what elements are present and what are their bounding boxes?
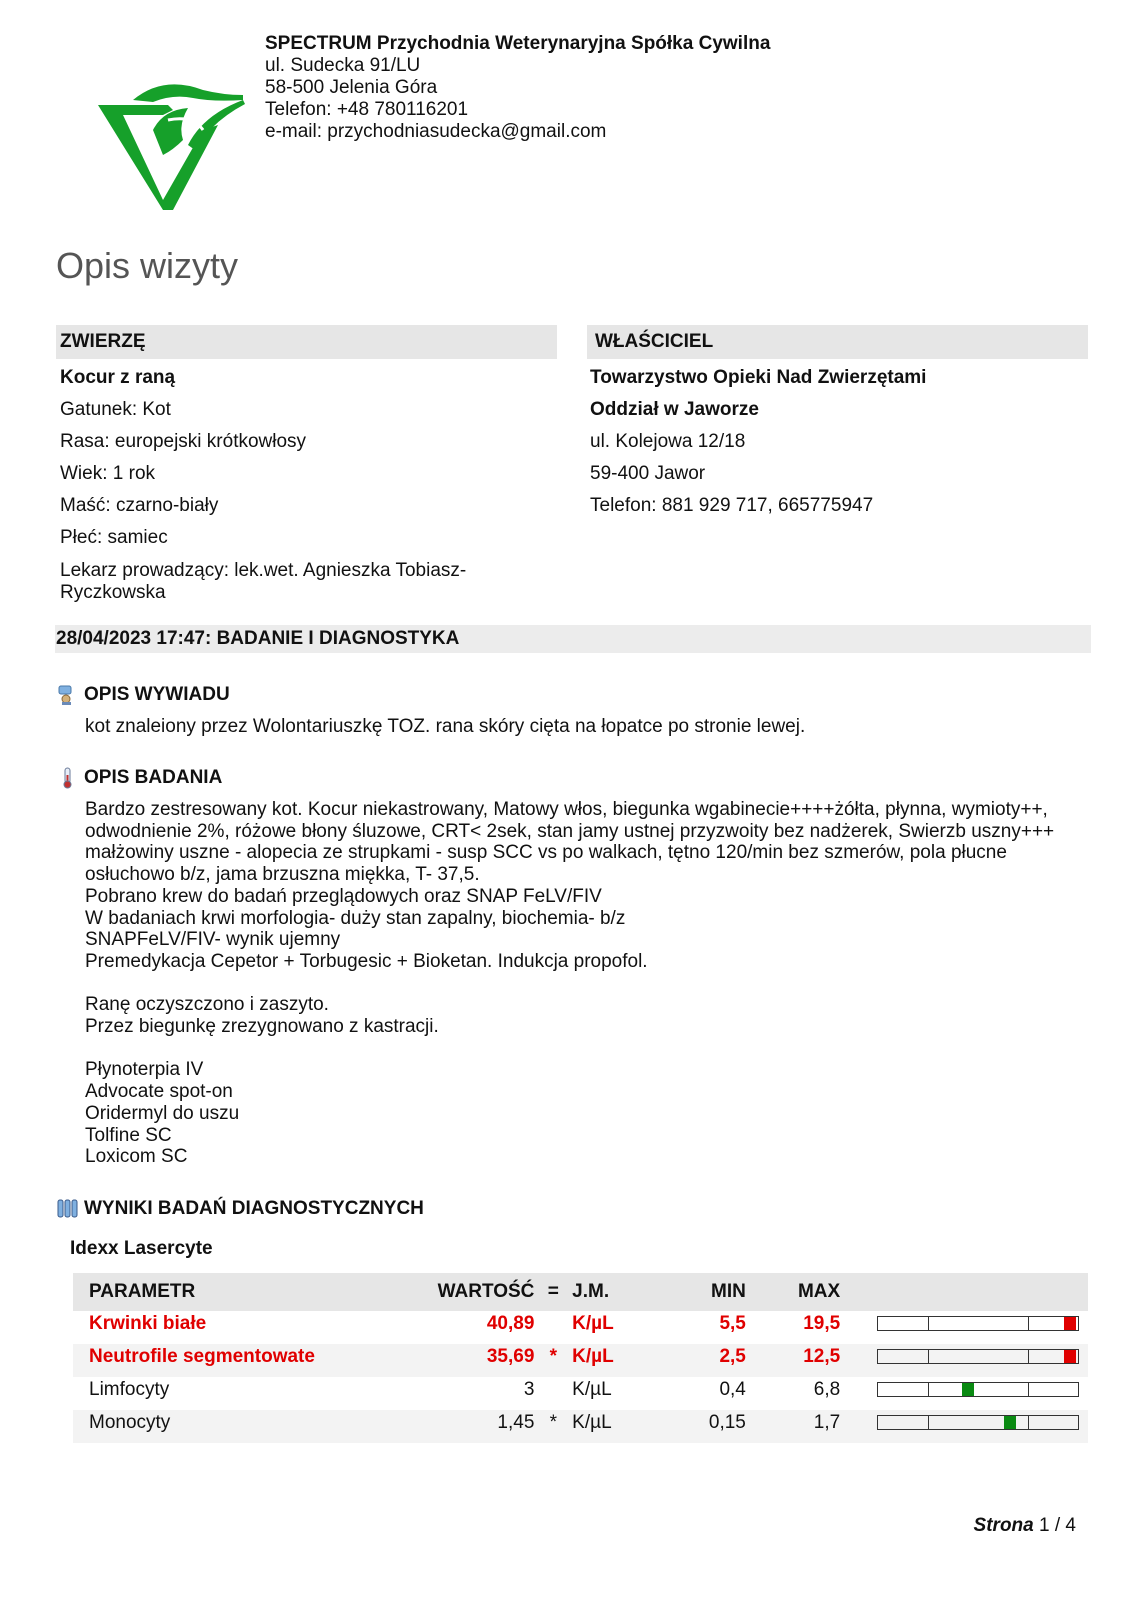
clinic-address-line2: 58-500 Jelenia Góra	[265, 77, 438, 98]
result-min: 0,4	[719, 1379, 746, 1400]
clinic-email: e-mail: przychodniasudecka@gmail.com	[265, 121, 607, 142]
clinic-logo	[93, 70, 253, 215]
result-value: 1,45	[497, 1412, 535, 1433]
exam-section-title	[56, 767, 222, 789]
animal-details	[60, 362, 530, 604]
result-min: 5,5	[719, 1313, 746, 1334]
exam-title-text: OPIS BADANIA	[84, 767, 223, 788]
owner-details	[590, 362, 1080, 522]
result-max: 12,5	[803, 1346, 841, 1367]
result-range-bar	[877, 1415, 1079, 1430]
result-row	[73, 1377, 1088, 1410]
animal-age: Wiek: 1 rok	[60, 463, 156, 484]
header-value: WARTOŚĆ	[334, 1273, 535, 1311]
result-min: 2,5	[719, 1346, 746, 1367]
header-unit: J.M.	[571, 1273, 675, 1311]
page-number: 1	[1039, 1515, 1050, 1536]
interview-icon	[56, 684, 78, 706]
animal-name: Kocur z raną	[60, 367, 176, 388]
range-tick	[928, 1383, 929, 1396]
clinic-info	[265, 33, 770, 143]
range-tick	[928, 1317, 929, 1330]
results-table-header	[73, 1273, 1088, 1311]
range-tick	[1028, 1383, 1029, 1396]
result-param: Limfocyty	[89, 1379, 170, 1400]
result-row	[73, 1311, 1088, 1344]
result-flag: *	[549, 1412, 557, 1433]
range-marker	[1064, 1317, 1076, 1330]
result-unit: K/µL	[572, 1379, 612, 1400]
page-footer	[974, 1515, 1076, 1537]
range-tick	[1028, 1416, 1029, 1429]
header-max: MAX	[747, 1273, 841, 1311]
range-marker	[1064, 1350, 1076, 1363]
result-value: 35,69	[486, 1346, 535, 1367]
thermometer-icon	[56, 767, 78, 789]
history-title-text: OPIS WYWIADU	[84, 684, 230, 705]
attending-vet: Lekarz prowadzący: lek.wet. Agnieszka Tobiasz-Ryczkowska	[60, 560, 467, 603]
range-tick	[928, 1416, 929, 1429]
animal-species: Gatunek: Kot	[60, 399, 171, 420]
result-flag	[535, 1377, 571, 1410]
history-section-title	[56, 684, 230, 706]
owner-phone: Telefon: 881 929 717, 665775947	[590, 495, 874, 516]
visit-date-header: 28/04/2023 17:47: BADANIE I DIAGNOSTYKA	[55, 625, 1091, 653]
header-flag: =	[535, 1273, 571, 1311]
result-min: 0,15	[708, 1412, 746, 1433]
result-flag	[535, 1311, 571, 1344]
result-param: Neutrofile segmentowate	[89, 1346, 315, 1367]
result-max: 6,8	[813, 1379, 841, 1400]
range-tick	[1028, 1350, 1029, 1363]
result-unit: K/µL	[572, 1346, 614, 1367]
result-max: 19,5	[803, 1313, 841, 1334]
result-range-bar	[877, 1382, 1079, 1397]
clinic-name: SPECTRUM Przychodnia Weterynaryjna Spółka Cywilna	[265, 33, 771, 54]
animal-sex: Płeć: samiec	[60, 527, 168, 548]
clinic-phone: Telefon: +48 780116201	[265, 99, 469, 120]
range-marker	[1004, 1416, 1016, 1429]
owner-street: ul. Kolejowa 12/18	[590, 431, 746, 452]
result-row	[73, 1344, 1088, 1377]
result-range-bar	[877, 1316, 1079, 1331]
animal-section-header: ZWIERZĘ	[56, 325, 557, 359]
results-section-title	[56, 1198, 424, 1220]
result-unit: K/µL	[572, 1313, 614, 1334]
header-param: PARAMETR	[73, 1273, 334, 1311]
result-value: 3	[523, 1379, 535, 1400]
result-max: 1,7	[813, 1412, 841, 1433]
page-total: / 4	[1054, 1515, 1076, 1536]
results-title-text: WYNIKI BADAŃ DIAGNOSTYCZNYCH	[84, 1198, 424, 1219]
owner-section-header: WŁAŚCICIEL	[587, 325, 1088, 359]
owner-name-line2: Oddział w Jaworze	[590, 399, 759, 420]
lab-name: Idexx Lasercyte	[70, 1238, 213, 1259]
result-unit: K/µL	[572, 1412, 612, 1433]
result-row	[73, 1410, 1088, 1443]
results-table	[73, 1273, 1088, 1443]
clinic-address-line1: ul. Sudecka 91/LU	[265, 55, 421, 76]
exam-text: Bardzo zestresowany kot. Kocur niekastrowany, Matowy włos, biegunka wgabinecie++++żółta, płynna, wymioty++, odwodnienie 2%, różowe błony śluzowe, CRT< 2sek, stan jamy ustnej przyzwoity bez nadżerek, Swierzb uszny+++ małżowiny uszne - alopecia ze strupkami - susp SCC vs po walkach, tętno 120/min bez szmerów, pola płucne osłuchowo b/z, jama brzuszna miękka, T- 37,5. Pobrano krew do badań przeglądowych oraz SNAP FeLV/FIV W badaniach krwi morfologia- duży stan zapalny, biochemia- b/z SNAPFeLV/FIV- wynik ujemny Premedykacja Cepetor + Torbugesic + Bioketan. Indukcja propofol. Ranę oczyszczono i zaszyto. Przez biegunkę zrezygnowano z kastracji. Płynoterpia IV Advocate spot-on Oridermyl do uszu Tolfine SC Loxicom SC	[85, 799, 1055, 1168]
header-min: MIN	[675, 1273, 747, 1311]
range-tick	[928, 1350, 929, 1363]
result-flag: *	[549, 1346, 557, 1367]
range-marker	[962, 1383, 974, 1396]
page-label: Strona	[973, 1515, 1034, 1536]
page-title: Opis wizyty	[56, 245, 239, 286]
history-text: kot znaleiony przez Wolontariuszkę TOZ. rana skóry cięta na łopatce po stronie lewej.	[85, 716, 806, 737]
owner-city: 59-400 Jawor	[590, 463, 706, 484]
test-tubes-icon	[56, 1198, 78, 1220]
range-tick	[1028, 1317, 1029, 1330]
animal-color: Maść: czarno-biały	[60, 495, 219, 516]
result-value: 40,89	[486, 1313, 535, 1334]
owner-name-line1: Towarzystwo Opieki Nad Zwierzętami	[590, 367, 927, 388]
animal-breed: Rasa: europejski krótkowłosy	[60, 431, 307, 452]
result-param: Monocyty	[89, 1412, 171, 1433]
result-range-bar	[877, 1349, 1079, 1364]
result-param: Krwinki białe	[89, 1313, 207, 1334]
